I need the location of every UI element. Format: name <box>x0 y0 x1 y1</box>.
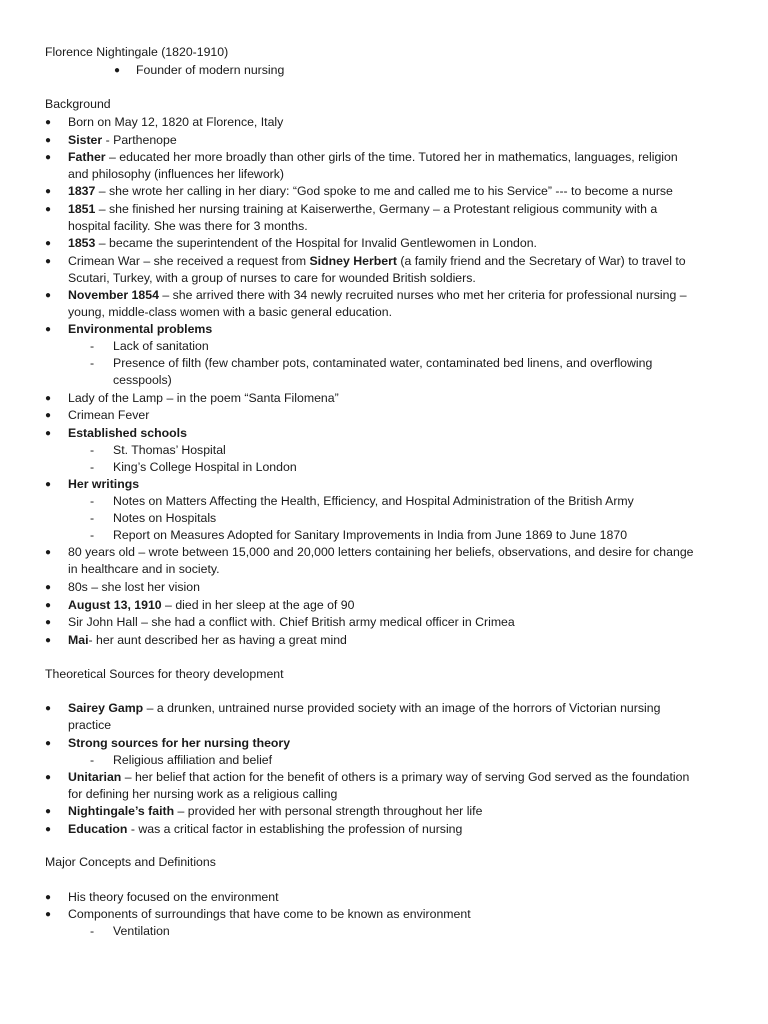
dash-icon: - <box>90 753 95 767</box>
bold-term: 1853 <box>68 236 96 250</box>
sub-list-item-text: Ventilation <box>113 924 170 938</box>
list-item <box>0 735 768 752</box>
bullet-icon: ● <box>45 256 52 267</box>
list-item <box>0 183 768 200</box>
list-item-text <box>68 253 686 270</box>
dash-icon: - <box>90 460 95 474</box>
list-item <box>0 579 768 596</box>
major-concepts-heading-line <box>0 854 768 871</box>
list-item-text <box>68 425 187 442</box>
list-item-text <box>68 769 689 786</box>
list-item-text <box>68 632 347 649</box>
list-item-text <box>68 201 657 218</box>
list-item-text <box>68 235 537 252</box>
sub-list-item-text: Presence of filth (few chamber pots, contaminated water, contaminated bed linens, and overflowing <box>113 356 653 370</box>
list-item <box>0 614 768 631</box>
list-item <box>0 287 768 304</box>
bullet-icon: ● <box>45 204 52 215</box>
term-desc: - Parthenope <box>102 133 177 147</box>
doc-title: Florence Nightingale (1820-1910) <box>45 45 229 59</box>
sub-list-item <box>0 459 768 476</box>
bullet-icon: ● <box>45 238 52 249</box>
sub-list-item-text: Notes on Matters Affecting the Health, Efficiency, and Hospital Administration of the British Army <box>113 494 634 508</box>
list-item <box>0 906 768 923</box>
bullet-icon: ● <box>45 703 52 714</box>
list-item-continuation <box>0 786 768 803</box>
bold-term: Father <box>68 150 106 164</box>
sub-list-item-text: Lack of sanitation <box>113 339 209 353</box>
bold-term: 1851 <box>68 202 96 216</box>
dash-icon: - <box>90 339 95 353</box>
dash-icon: - <box>90 356 95 370</box>
sub-list-item <box>0 527 768 544</box>
list-item <box>0 769 768 786</box>
list-item-text: hospital facility. She was there for 3 months. <box>68 219 308 233</box>
sub-list-item <box>0 442 768 459</box>
term-desc: – educated her more broadly than other girls of the time. Tutored her in mathematics, languages, religion <box>105 150 678 164</box>
bullet-icon: ● <box>45 393 52 404</box>
list-item <box>0 597 768 614</box>
bullet-icon: ● <box>45 824 52 835</box>
bullet-icon: ● <box>45 582 52 593</box>
bold-term: Sidney Herbert <box>309 254 397 268</box>
sub-list-item <box>0 338 768 355</box>
list-item <box>0 544 768 561</box>
term-desc: – a drunken, untrained nurse provided society with an image of the horrors of Victorian nursing <box>143 701 661 715</box>
bullet-icon: ● <box>45 738 52 749</box>
term-desc: – died in her sleep at the age of 90 <box>161 598 355 612</box>
list-item-text: in healthcare and in society. <box>68 562 220 576</box>
bold-term: Sister <box>68 133 103 147</box>
bold-term: August 13, 1910 <box>68 598 162 612</box>
list-item-text: Lady of the Lamp – in the poem “Santa Filomena” <box>68 391 339 405</box>
sub-list-item-text: King’s College Hospital in London <box>113 460 297 474</box>
list-item-text: for defining her nursing work as a religious calling <box>68 787 338 801</box>
doc-title-line <box>0 44 768 61</box>
list-item-text <box>68 321 212 338</box>
list-item-text: Sir John Hall – she had a conflict with. Chief British army medical officer in Crimea <box>68 615 515 629</box>
list-item <box>0 390 768 407</box>
bold-term: Environmental problems <box>68 322 213 336</box>
sub-list-item-text: Report on Measures Adopted for Sanitary Improvements in India from June 1869 to June 1870 <box>113 528 628 542</box>
term-desc: – she arrived there with 34 newly recruited nurses who met her criteria for professional nursing – <box>158 288 687 302</box>
dash-icon: - <box>90 528 95 542</box>
term-desc: - her aunt described her as having a great mind <box>88 633 347 647</box>
sub-list-item-continuation <box>0 372 768 389</box>
list-item-text: young, middle-class women with a basic general education. <box>68 305 392 319</box>
bullet-icon: ● <box>45 324 52 335</box>
list-item <box>0 132 768 149</box>
list-item-text: and philosophy (influences her lifework) <box>68 167 284 181</box>
bold-term: November 1854 <box>68 288 159 302</box>
list-item <box>0 321 768 338</box>
list-item-continuation <box>0 218 768 235</box>
bold-term: Unitarian <box>68 770 122 784</box>
bullet-icon: ● <box>45 410 52 421</box>
bullet-icon: ● <box>45 186 52 197</box>
list-item <box>0 425 768 442</box>
list-item <box>0 803 768 820</box>
list-item-text <box>68 597 354 614</box>
list-item-text <box>68 700 660 717</box>
sub-list-item-text: Religious affiliation and belief <box>113 753 273 767</box>
bullet-icon: ● <box>45 117 52 128</box>
list-item <box>0 114 768 131</box>
list-item-text: practice <box>68 718 112 732</box>
list-item <box>0 149 768 166</box>
bold-term: Mai <box>68 633 89 647</box>
list-item-text: Born on May 12, 1820 at Florence, Italy <box>68 115 284 129</box>
background-heading-line <box>0 96 768 113</box>
term-desc: (a family friend and the Secretary of War) to travel to <box>396 254 686 268</box>
sub-list-item-text: Notes on Hospitals <box>113 511 217 525</box>
list-item-text <box>68 735 290 752</box>
term-desc: – provided her with personal strength throughout her life <box>174 804 483 818</box>
bullet-icon: ● <box>45 152 52 163</box>
bold-term: 1837 <box>68 184 96 198</box>
bold-term: Sairey Gamp <box>68 701 144 715</box>
list-item-text <box>68 821 462 838</box>
theoretical-sources-heading-line <box>0 666 768 683</box>
list-item-text <box>68 803 482 820</box>
sub-list-item <box>0 493 768 510</box>
bullet-icon: ● <box>45 428 52 439</box>
term-desc: – her belief that action for the benefit of others is a primary way of serving God served as the foundation <box>121 770 690 784</box>
list-item-text <box>68 132 177 149</box>
bold-term: Her writings <box>68 477 140 491</box>
bullet-icon: ● <box>45 617 52 628</box>
list-item-text <box>68 287 687 304</box>
list-item <box>0 407 768 424</box>
bold-term: Established schools <box>68 426 187 440</box>
list-item <box>0 632 768 649</box>
bullet-icon: ● <box>45 479 52 490</box>
bold-term: Strong sources for her nursing theory <box>68 736 291 750</box>
theoretical-sources-heading: Theoretical Sources for theory development <box>45 667 284 681</box>
list-item-text <box>68 149 678 166</box>
bullet-icon: ● <box>45 806 52 817</box>
list-item-text <box>68 183 673 200</box>
sub-list-item <box>0 510 768 527</box>
dash-icon: - <box>90 494 95 508</box>
list-item <box>0 889 768 906</box>
list-item-text: Scutari, Turkey, with a group of nurses to care for wounded British soldiers. <box>68 271 476 285</box>
bold-term: Education <box>68 822 128 836</box>
list-item <box>0 821 768 838</box>
sub-list-item-text: cesspools) <box>113 373 172 387</box>
bullet-icon: ● <box>45 909 52 920</box>
term-desc: – she finished her nursing training at Kaiserwerthe, Germany – a Protestant religious community with a <box>95 202 658 216</box>
list-item <box>0 201 768 218</box>
list-item-continuation <box>0 561 768 578</box>
list-item <box>0 476 768 493</box>
dash-icon: - <box>90 511 95 525</box>
list-item-text: Components of surroundings that have come to be known as environment <box>68 907 471 921</box>
term-desc: – she wrote her calling in her diary: “God spoke to me and called me to his Service” --- to become a nurse <box>95 184 673 198</box>
bullet-icon: ● <box>45 772 52 783</box>
bullet-icon: ● <box>45 892 52 903</box>
sub-list-item <box>0 752 768 769</box>
title-sub-item <box>0 62 768 79</box>
major-concepts-heading: Major Concepts and Definitions <box>45 855 216 869</box>
list-item-text: Crimean Fever <box>68 408 150 422</box>
list-item-text: 80 years old – wrote between 15,000 and 20,000 letters containing her beliefs, observations, and desire for change <box>68 545 694 559</box>
list-item <box>0 700 768 717</box>
list-item-continuation <box>0 166 768 183</box>
bullet-icon: ● <box>45 135 52 146</box>
sub-list-item-text: St. Thomas’ Hospital <box>113 443 226 457</box>
list-item-text <box>68 476 139 493</box>
sub-list-item <box>0 923 768 940</box>
bullet-icon: ● <box>114 65 121 76</box>
list-item-continuation <box>0 304 768 321</box>
dash-icon: - <box>90 924 95 938</box>
background-heading: Background <box>45 97 111 111</box>
sub-list-item <box>0 355 768 372</box>
list-item-continuation <box>0 717 768 734</box>
list-item <box>0 235 768 252</box>
list-item <box>0 253 768 270</box>
bullet-icon: ● <box>45 600 52 611</box>
term-desc: - was a critical factor in establishing the profession of nursing <box>127 822 463 836</box>
bullet-icon: ● <box>45 547 52 558</box>
bold-term: Nightingale’s faith <box>68 804 175 818</box>
bullet-icon: ● <box>45 290 52 301</box>
list-item-text: 80s – she lost her vision <box>68 580 200 594</box>
term-desc: Crimean War – she received a request from <box>68 254 310 268</box>
title-sub-text: Founder of modern nursing <box>136 63 285 77</box>
bullet-icon: ● <box>45 635 52 646</box>
list-item-text: His theory focused on the environment <box>68 890 279 904</box>
term-desc: – became the superintendent of the Hospital for Invalid Gentlewomen in London. <box>95 236 537 250</box>
dash-icon: - <box>90 443 95 457</box>
list-item-continuation <box>0 270 768 287</box>
